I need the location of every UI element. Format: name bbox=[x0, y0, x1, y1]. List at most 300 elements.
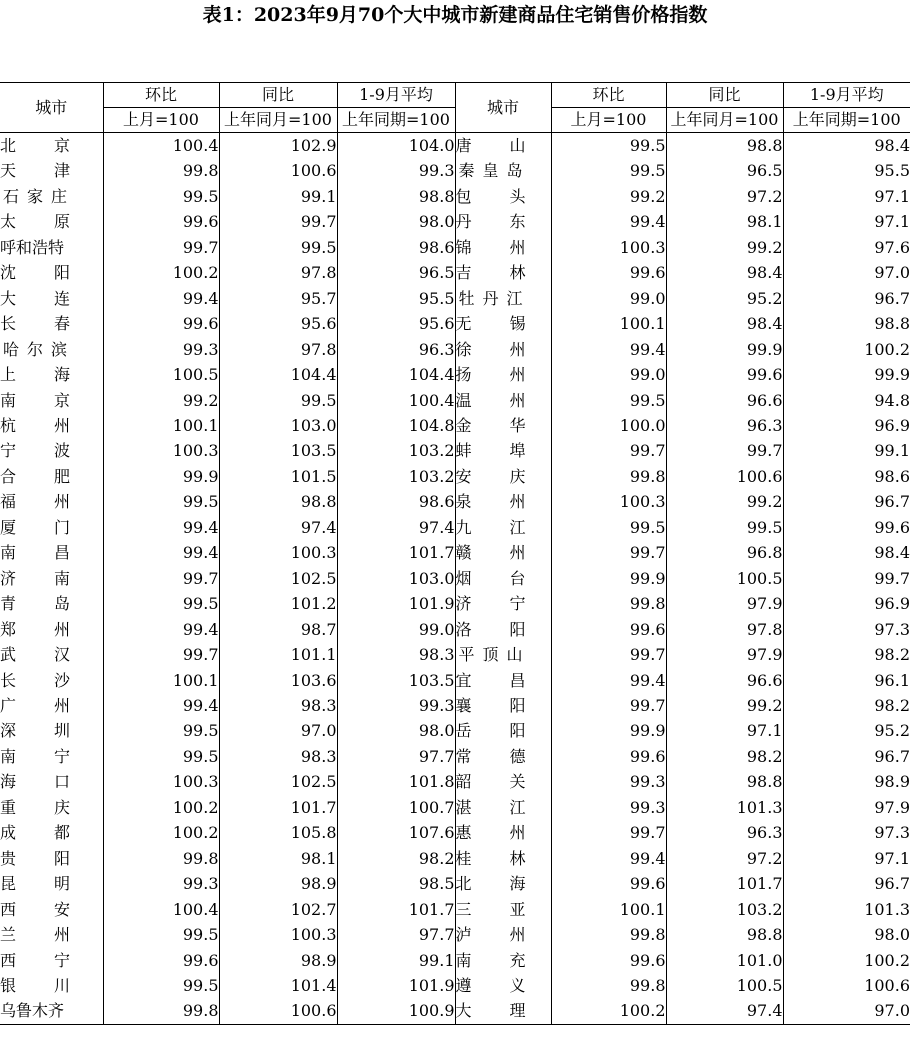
yoy-value: 97.8 bbox=[666, 617, 783, 642]
header-yoy-right: 同比 bbox=[666, 83, 783, 108]
yoy-value: 101.1 bbox=[219, 642, 337, 667]
yoy-value: 96.6 bbox=[666, 388, 783, 413]
table-row bbox=[0, 668, 910, 693]
avg-value: 97.0 bbox=[783, 260, 910, 285]
yoy-value: 99.2 bbox=[666, 693, 783, 718]
city-name bbox=[455, 184, 551, 209]
table-row bbox=[0, 566, 910, 591]
price-index-table bbox=[0, 82, 910, 1025]
city-name bbox=[455, 642, 551, 667]
mom-value: 99.8 bbox=[551, 922, 666, 947]
mom-value: 99.2 bbox=[551, 184, 666, 209]
avg-value: 99.3 bbox=[337, 158, 455, 183]
yoy-value: 100.6 bbox=[219, 158, 337, 183]
yoy-value: 97.9 bbox=[666, 642, 783, 667]
avg-value: 97.7 bbox=[337, 744, 455, 769]
page-title: 表1：2023年9月70个大中城市新建商品住宅销售价格指数 bbox=[202, 4, 708, 26]
city-label: 三亚 bbox=[455, 899, 526, 919]
header-mom-base-left: 上月=100 bbox=[103, 108, 219, 133]
city-name bbox=[455, 591, 551, 616]
table-row bbox=[0, 769, 910, 794]
table-row bbox=[0, 260, 910, 285]
avg-value: 98.6 bbox=[783, 464, 910, 489]
yoy-value: 101.7 bbox=[666, 871, 783, 896]
mom-value: 100.0 bbox=[551, 413, 666, 438]
mom-value: 99.0 bbox=[551, 362, 666, 387]
city-name bbox=[0, 337, 103, 362]
city-label: 南充 bbox=[455, 950, 526, 970]
city-name bbox=[455, 235, 551, 260]
city-name bbox=[455, 464, 551, 489]
header-avg-base-right: 上年同期=100 bbox=[783, 108, 910, 133]
avg-value: 97.1 bbox=[783, 184, 910, 209]
mom-value: 100.3 bbox=[551, 235, 666, 260]
avg-value: 97.3 bbox=[783, 820, 910, 845]
yoy-value: 97.2 bbox=[666, 184, 783, 209]
mom-value: 99.6 bbox=[103, 311, 219, 336]
city-name bbox=[455, 820, 551, 845]
mom-value: 99.7 bbox=[551, 642, 666, 667]
mom-value: 99.5 bbox=[103, 489, 219, 514]
city-label: 乌鲁木齐 bbox=[0, 1001, 65, 1021]
table-row bbox=[0, 464, 910, 489]
mom-value: 100.2 bbox=[103, 820, 219, 845]
yoy-value: 100.6 bbox=[219, 998, 337, 1024]
city-label: 锦州 bbox=[455, 237, 526, 257]
city-label: 大连 bbox=[0, 288, 70, 308]
city-name bbox=[0, 133, 103, 159]
mom-value: 99.8 bbox=[551, 464, 666, 489]
city-label: 哈尔滨 bbox=[3, 339, 67, 359]
city-label: 包头 bbox=[455, 186, 526, 206]
city-name bbox=[0, 566, 103, 591]
avg-value: 98.0 bbox=[337, 209, 455, 234]
mom-value: 99.6 bbox=[103, 948, 219, 973]
city-name bbox=[455, 337, 551, 362]
yoy-value: 102.5 bbox=[219, 769, 337, 794]
table-row bbox=[0, 362, 910, 387]
city-name bbox=[0, 158, 103, 183]
city-label: 蚌埠 bbox=[455, 441, 526, 461]
mom-value: 99.5 bbox=[551, 515, 666, 540]
city-label: 杭州 bbox=[0, 415, 70, 435]
avg-value: 96.5 bbox=[337, 260, 455, 285]
table-row bbox=[0, 693, 910, 718]
city-name bbox=[455, 209, 551, 234]
mom-value: 100.3 bbox=[103, 438, 219, 463]
yoy-value: 96.5 bbox=[666, 158, 783, 183]
yoy-value: 99.1 bbox=[219, 184, 337, 209]
avg-value: 97.1 bbox=[783, 209, 910, 234]
mom-value: 99.6 bbox=[551, 744, 666, 769]
city-name bbox=[455, 998, 551, 1024]
city-name bbox=[0, 388, 103, 413]
yoy-value: 100.5 bbox=[666, 973, 783, 998]
avg-value: 99.7 bbox=[783, 566, 910, 591]
city-name bbox=[455, 566, 551, 591]
city-name bbox=[455, 795, 551, 820]
mom-value: 99.4 bbox=[103, 540, 219, 565]
yoy-value: 102.9 bbox=[219, 133, 337, 159]
mom-value: 99.6 bbox=[551, 871, 666, 896]
yoy-value: 98.7 bbox=[219, 617, 337, 642]
header-avg-right: 1-9月平均 bbox=[783, 83, 910, 108]
city-name bbox=[0, 540, 103, 565]
city-label: 惠州 bbox=[455, 823, 526, 843]
mom-value: 99.4 bbox=[103, 617, 219, 642]
city-label: 唐山 bbox=[455, 136, 526, 155]
mom-value: 99.6 bbox=[551, 260, 666, 285]
mom-value: 99.5 bbox=[103, 922, 219, 947]
yoy-value: 100.6 bbox=[666, 464, 783, 489]
yoy-value: 103.2 bbox=[666, 897, 783, 922]
yoy-value: 99.2 bbox=[666, 235, 783, 260]
city-label: 贵阳 bbox=[0, 848, 70, 868]
avg-value: 96.9 bbox=[783, 413, 910, 438]
city-label: 成都 bbox=[0, 823, 70, 843]
avg-value: 100.2 bbox=[783, 948, 910, 973]
yoy-value: 98.3 bbox=[219, 744, 337, 769]
table-row bbox=[0, 438, 910, 463]
city-name bbox=[0, 693, 103, 718]
city-label: 南京 bbox=[0, 390, 70, 410]
mom-value: 99.5 bbox=[103, 744, 219, 769]
avg-value: 98.8 bbox=[783, 311, 910, 336]
table-row bbox=[0, 133, 910, 159]
avg-value: 99.1 bbox=[337, 948, 455, 973]
yoy-value: 98.2 bbox=[666, 744, 783, 769]
city-name bbox=[0, 948, 103, 973]
city-name bbox=[0, 668, 103, 693]
city-name bbox=[0, 871, 103, 896]
yoy-value: 99.7 bbox=[219, 209, 337, 234]
city-label: 赣州 bbox=[455, 543, 526, 563]
avg-value: 103.2 bbox=[337, 438, 455, 463]
city-name bbox=[455, 515, 551, 540]
yoy-value: 100.5 bbox=[666, 566, 783, 591]
city-label: 呼和浩特 bbox=[0, 237, 65, 257]
city-label: 韶关 bbox=[455, 772, 526, 792]
mom-value: 100.5 bbox=[103, 362, 219, 387]
avg-value: 97.6 bbox=[783, 235, 910, 260]
city-label: 重庆 bbox=[0, 797, 70, 817]
yoy-value: 103.5 bbox=[219, 438, 337, 463]
mom-value: 99.5 bbox=[551, 158, 666, 183]
table-row bbox=[0, 897, 910, 922]
city-label: 遵义 bbox=[455, 975, 526, 995]
mom-value: 99.8 bbox=[103, 158, 219, 183]
avg-value: 107.6 bbox=[337, 820, 455, 845]
city-label: 吉林 bbox=[455, 263, 526, 283]
city-name bbox=[0, 922, 103, 947]
yoy-value: 101.7 bbox=[219, 795, 337, 820]
city-label: 厦门 bbox=[0, 517, 70, 537]
mom-value: 99.4 bbox=[551, 668, 666, 693]
table-row bbox=[0, 820, 910, 845]
city-name bbox=[0, 362, 103, 387]
avg-value: 98.0 bbox=[337, 718, 455, 743]
avg-value: 95.5 bbox=[337, 286, 455, 311]
city-label: 宁波 bbox=[0, 441, 70, 461]
yoy-value: 99.5 bbox=[666, 515, 783, 540]
mom-value: 99.5 bbox=[551, 133, 666, 159]
avg-value: 98.9 bbox=[783, 769, 910, 794]
mom-value: 100.3 bbox=[551, 489, 666, 514]
city-name bbox=[0, 286, 103, 311]
city-label: 泉州 bbox=[455, 492, 526, 512]
yoy-value: 102.5 bbox=[219, 566, 337, 591]
city-label: 秦皇岛 bbox=[458, 161, 523, 181]
yoy-value: 97.4 bbox=[666, 998, 783, 1024]
mom-value: 100.2 bbox=[103, 795, 219, 820]
yoy-value: 99.7 bbox=[666, 438, 783, 463]
avg-value: 97.0 bbox=[783, 998, 910, 1024]
city-name bbox=[0, 464, 103, 489]
avg-value: 100.2 bbox=[783, 337, 910, 362]
avg-value: 100.4 bbox=[337, 388, 455, 413]
yoy-value: 97.0 bbox=[219, 718, 337, 743]
table-row bbox=[0, 998, 910, 1024]
table-row bbox=[0, 846, 910, 871]
city-name bbox=[455, 922, 551, 947]
mom-value: 99.8 bbox=[103, 998, 219, 1024]
city-name bbox=[0, 642, 103, 667]
table-row bbox=[0, 591, 910, 616]
city-label: 无锡 bbox=[455, 314, 526, 334]
mom-value: 99.5 bbox=[103, 591, 219, 616]
city-label: 济南 bbox=[0, 568, 70, 588]
city-label: 湛江 bbox=[455, 797, 526, 817]
avg-value: 96.7 bbox=[783, 744, 910, 769]
city-label: 深圳 bbox=[0, 721, 70, 741]
table-row bbox=[0, 515, 910, 540]
mom-value: 99.7 bbox=[103, 235, 219, 260]
city-label: 襄阳 bbox=[455, 695, 526, 715]
city-name bbox=[455, 489, 551, 514]
avg-value: 98.3 bbox=[337, 642, 455, 667]
table-row bbox=[0, 795, 910, 820]
city-name bbox=[0, 515, 103, 540]
city-label: 昆明 bbox=[0, 874, 70, 894]
table-row bbox=[0, 922, 910, 947]
table-row bbox=[0, 973, 910, 998]
table-row bbox=[0, 337, 910, 362]
yoy-value: 97.2 bbox=[666, 846, 783, 871]
table-row bbox=[0, 489, 910, 514]
city-label: 长春 bbox=[0, 314, 70, 334]
header-yoy-base-right: 上年同月=100 bbox=[666, 108, 783, 133]
mom-value: 99.7 bbox=[103, 642, 219, 667]
city-label: 济宁 bbox=[455, 594, 526, 614]
city-label: 烟台 bbox=[455, 568, 526, 588]
avg-value: 96.3 bbox=[337, 337, 455, 362]
city-label: 洛阳 bbox=[455, 619, 526, 639]
city-name bbox=[0, 489, 103, 514]
header-mom-right: 环比 bbox=[551, 83, 666, 108]
city-label: 上海 bbox=[0, 365, 70, 385]
mom-value: 99.4 bbox=[551, 846, 666, 871]
mom-value: 100.4 bbox=[103, 133, 219, 159]
mom-value: 99.4 bbox=[103, 693, 219, 718]
avg-value: 101.9 bbox=[337, 973, 455, 998]
yoy-value: 96.3 bbox=[666, 413, 783, 438]
city-label: 西宁 bbox=[0, 950, 70, 970]
mom-value: 100.4 bbox=[103, 897, 219, 922]
avg-value: 98.6 bbox=[337, 235, 455, 260]
yoy-value: 99.9 bbox=[666, 337, 783, 362]
avg-value: 103.5 bbox=[337, 668, 455, 693]
yoy-value: 98.1 bbox=[666, 209, 783, 234]
mom-value: 99.4 bbox=[551, 337, 666, 362]
city-name bbox=[455, 973, 551, 998]
city-name bbox=[0, 744, 103, 769]
yoy-value: 99.5 bbox=[219, 235, 337, 260]
city-name bbox=[0, 591, 103, 616]
yoy-value: 98.1 bbox=[219, 846, 337, 871]
mom-value: 99.7 bbox=[103, 566, 219, 591]
city-label: 南宁 bbox=[0, 746, 70, 766]
avg-value: 99.1 bbox=[783, 438, 910, 463]
mom-value: 99.4 bbox=[103, 286, 219, 311]
city-name bbox=[455, 133, 551, 159]
city-name bbox=[455, 718, 551, 743]
avg-value: 97.1 bbox=[783, 846, 910, 871]
city-label: 广州 bbox=[0, 695, 70, 715]
city-name bbox=[0, 413, 103, 438]
avg-value: 101.3 bbox=[783, 897, 910, 922]
yoy-value: 103.6 bbox=[219, 668, 337, 693]
yoy-value: 97.1 bbox=[666, 718, 783, 743]
city-label: 长沙 bbox=[0, 670, 70, 690]
table-row bbox=[0, 948, 910, 973]
mom-value: 99.3 bbox=[551, 795, 666, 820]
yoy-value: 98.9 bbox=[219, 871, 337, 896]
avg-value: 97.4 bbox=[337, 515, 455, 540]
avg-value: 101.7 bbox=[337, 897, 455, 922]
city-label: 北海 bbox=[455, 874, 526, 894]
yoy-value: 99.5 bbox=[219, 388, 337, 413]
mom-value: 99.7 bbox=[551, 540, 666, 565]
yoy-value: 102.7 bbox=[219, 897, 337, 922]
city-name bbox=[0, 438, 103, 463]
city-label: 青岛 bbox=[0, 594, 70, 614]
yoy-value: 96.3 bbox=[666, 820, 783, 845]
city-name bbox=[455, 362, 551, 387]
mom-value: 99.9 bbox=[551, 718, 666, 743]
city-name bbox=[455, 897, 551, 922]
yoy-value: 96.6 bbox=[666, 668, 783, 693]
yoy-value: 98.8 bbox=[666, 922, 783, 947]
table-row bbox=[0, 413, 910, 438]
avg-value: 97.9 bbox=[783, 795, 910, 820]
mom-value: 99.4 bbox=[103, 515, 219, 540]
city-name bbox=[455, 871, 551, 896]
mom-value: 99.4 bbox=[551, 209, 666, 234]
mom-value: 99.9 bbox=[103, 464, 219, 489]
yoy-value: 98.4 bbox=[666, 260, 783, 285]
avg-value: 96.7 bbox=[783, 286, 910, 311]
mom-value: 100.1 bbox=[103, 668, 219, 693]
mom-value: 100.3 bbox=[103, 769, 219, 794]
avg-value: 94.8 bbox=[783, 388, 910, 413]
city-label: 常德 bbox=[455, 746, 526, 766]
city-name bbox=[455, 260, 551, 285]
city-label: 太原 bbox=[0, 212, 70, 232]
table-row bbox=[0, 744, 910, 769]
city-name bbox=[0, 209, 103, 234]
mom-value: 99.5 bbox=[103, 973, 219, 998]
city-name bbox=[455, 311, 551, 336]
yoy-value: 95.7 bbox=[219, 286, 337, 311]
avg-value: 101.9 bbox=[337, 591, 455, 616]
yoy-value: 99.6 bbox=[666, 362, 783, 387]
city-name bbox=[455, 438, 551, 463]
yoy-value: 97.9 bbox=[666, 591, 783, 616]
avg-value: 97.7 bbox=[337, 922, 455, 947]
avg-value: 99.6 bbox=[783, 515, 910, 540]
avg-value: 101.7 bbox=[337, 540, 455, 565]
avg-value: 104.0 bbox=[337, 133, 455, 159]
city-label: 金华 bbox=[455, 415, 526, 435]
city-name bbox=[455, 846, 551, 871]
mom-value: 99.0 bbox=[551, 286, 666, 311]
city-name bbox=[455, 388, 551, 413]
avg-value: 98.4 bbox=[783, 540, 910, 565]
city-name bbox=[455, 540, 551, 565]
avg-value: 98.5 bbox=[337, 871, 455, 896]
avg-value: 103.2 bbox=[337, 464, 455, 489]
avg-value: 98.2 bbox=[783, 693, 910, 718]
avg-value: 103.0 bbox=[337, 566, 455, 591]
avg-value: 96.9 bbox=[783, 591, 910, 616]
avg-value: 100.6 bbox=[783, 973, 910, 998]
avg-value: 96.7 bbox=[783, 489, 910, 514]
avg-value: 97.3 bbox=[783, 617, 910, 642]
city-label: 平顶山 bbox=[458, 645, 523, 665]
mom-value: 99.5 bbox=[551, 388, 666, 413]
table-row bbox=[0, 642, 910, 667]
table-row bbox=[0, 540, 910, 565]
header-mom-left: 环比 bbox=[103, 83, 219, 108]
table-body bbox=[0, 133, 910, 1025]
yoy-value: 103.0 bbox=[219, 413, 337, 438]
table-row bbox=[0, 235, 910, 260]
table-row bbox=[0, 286, 910, 311]
yoy-value: 105.8 bbox=[219, 820, 337, 845]
mom-value: 99.5 bbox=[103, 718, 219, 743]
mom-value: 100.2 bbox=[551, 998, 666, 1024]
table-row bbox=[0, 311, 910, 336]
yoy-value: 95.2 bbox=[666, 286, 783, 311]
yoy-value: 101.4 bbox=[219, 973, 337, 998]
city-label: 岳阳 bbox=[455, 721, 526, 741]
table-row bbox=[0, 718, 910, 743]
avg-value: 98.2 bbox=[783, 642, 910, 667]
yoy-value: 101.2 bbox=[219, 591, 337, 616]
city-name bbox=[0, 897, 103, 922]
city-label: 牡丹江 bbox=[458, 288, 523, 308]
avg-value: 99.3 bbox=[337, 693, 455, 718]
city-label: 武汉 bbox=[0, 645, 70, 665]
header-row-top bbox=[0, 83, 910, 108]
mom-value: 99.3 bbox=[103, 337, 219, 362]
avg-value: 96.7 bbox=[783, 871, 910, 896]
mom-value: 99.2 bbox=[103, 388, 219, 413]
table-row bbox=[0, 871, 910, 896]
avg-value: 104.4 bbox=[337, 362, 455, 387]
yoy-value: 101.5 bbox=[219, 464, 337, 489]
header-city-right: 城市 bbox=[455, 83, 551, 133]
